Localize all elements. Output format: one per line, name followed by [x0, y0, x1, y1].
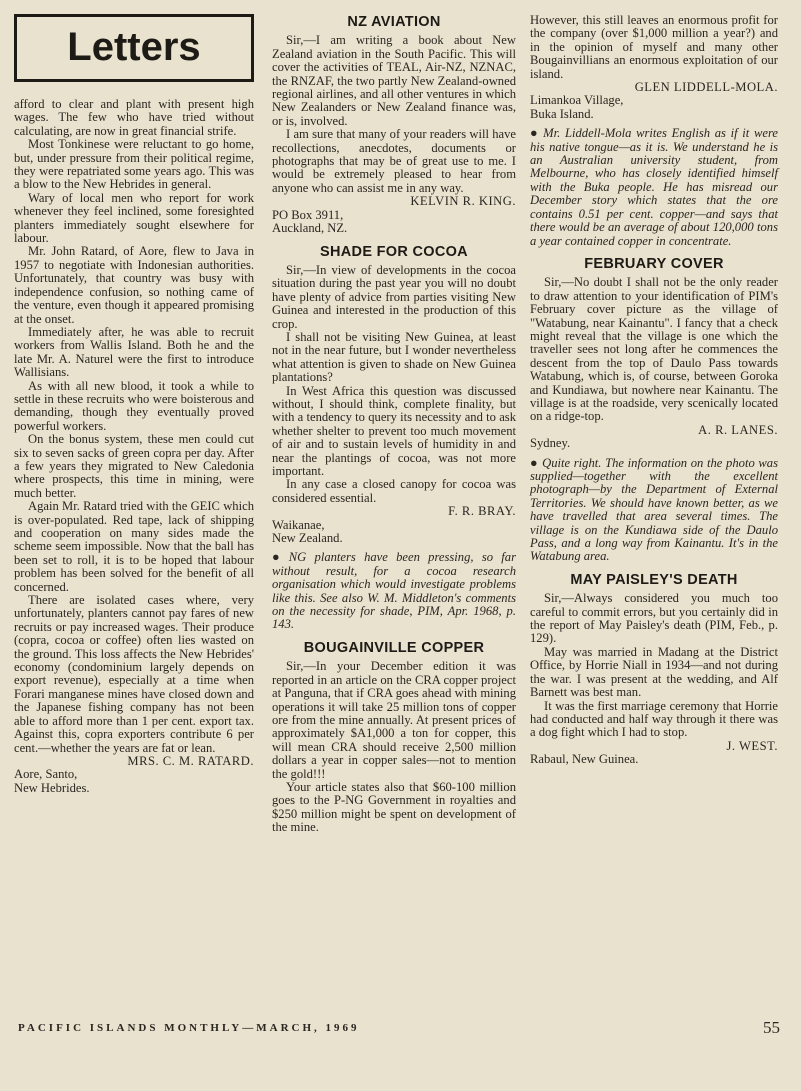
bullet-icon: ●: [530, 455, 539, 470]
column-left: [14, 14, 254, 795]
column-middle: [272, 14, 516, 835]
paragraph: Again Mr. Ratard tried with the GEIC which is over-populated. Red tape, lack of shipping and cooperation on many sides made the scheme seem impossible. Now that the ball has been set to roll, it is to be hoped that labour problem has been solved for the benefit of all concerned.: [14, 499, 254, 594]
letters-logo: Letters: [14, 14, 254, 82]
paragraph: Your article states also that $60-100 million goes to the P-NG Government in royalties and $250 million might be spent on development of the mine.: [272, 779, 516, 835]
paragraph: Sir,—No doubt I shall not be the only reader to draw attention to your identification of PIM's February cover picture as the village of "Watabung, near Kainantu". I fancy that a check might reveal that the village is one which the traveller sees not long after he commences the descent from the top of Daulo Pass towards Watabung, which is, of course, between Goroka and Kundiawa, but nowhere near Kainantu. The village is at the roadside, very scenically located on a ridge-top.: [530, 275, 778, 424]
letter-address-line: Rabaul, New Guinea.: [530, 752, 639, 767]
paragraph: Mr. John Ratard, of Aore, flew to Java in 1957 to negotiate with Indonesian authorities. Unfortunately, that country was busy with independence confusion, so nothing came of the venture, even though it appeared promising at the onset.: [14, 244, 254, 326]
section-heading-shade-for-cocoa: SHADE FOR COCOA: [320, 243, 468, 260]
paragraph: Immediately after, he was able to recruit workers from Wallis Island. Both he and the late Mr. A. Naturel were the first to introduce Wallisians.: [14, 324, 254, 380]
letter-signature: F. R. BRAY.: [448, 504, 516, 519]
paragraph: Most Tonkinese were reluctant to go home, but, under pressure from their political regime, they were repatriated some years ago. This was a blow to the New Hebrides in general.: [14, 137, 254, 192]
letter-address-line: Waikanae,: [272, 517, 325, 532]
letter-address-line: Limankoa Village,: [530, 93, 624, 108]
letter-address-line: Auckland, NZ.: [272, 221, 348, 236]
section-heading-february-cover: FEBRUARY COVER: [584, 255, 724, 272]
editor-note-text: Quite right. The information on the photo was supplied—together with the excellent photograph—by the Department of External Territories. We should have known better, as we have travelled that area several times. The village is on the Kundiawa side of the Daulo Pass, and a long way from Kainantu. It's in the Watabung area.: [530, 455, 778, 564]
paragraph: Sir,—In view of developments in the cocoa situation during the past year you will no doubt have plenty of advice from parties visiting New Guinea and interested in the production of this crop.: [272, 262, 516, 331]
letter-address-line: Buka Island.: [530, 106, 594, 121]
page-number: 55: [763, 1018, 780, 1037]
section-heading-nz-aviation: NZ AVIATION: [347, 14, 441, 30]
editor-note: [530, 457, 778, 564]
letter-address-line: New Zealand.: [272, 531, 343, 546]
bullet-icon: ●: [530, 126, 540, 141]
paragraph: May was married in Madang at the District Office, by Horrie Niall in 1934—and not during the war. I was present at the wedding, and Alf Barnett was best man.: [530, 644, 778, 700]
footer-masthead: PACIFIC ISLANDS MONTHLY—MARCH, 1969: [18, 1022, 360, 1034]
paragraph: Sir,—I am writing a book about New Zealand aviation in the South Pacific. This will cover the activities of TEAL, Air-NZ, NZNAC, the RNZAF, the two partly New Zealand-owned regional airlines, and all other ventures in which New Zealanders or New Zealand finance was, or is, involved.: [272, 33, 516, 128]
column-right: [530, 14, 778, 767]
paragraph: Sir,—In your December edition it was reported in an article on the CRA copper project at Panguna, that if CRA goes ahead with mining operations it will take 25 million tons of copper ore from the mine annually. At present prices of approximately $A1,000 a ton for copper, this will mean CRA should receive 2,500 million dollars a year in copper sales—not to mention the gold!!!: [272, 659, 516, 781]
paragraph: There are isolated cases where, very unfortunately, planters cannot pay fares of new recruits or pay increased wages. Their produce (copra, cocoa or coffee) often lies wasted on the ground. This loss affects the New Hebrides' economy (condominium largely depends on export revenue), especially at a time when Forari manganese mines have closed down and the Japanese fishing company has not been able to afford more than 1 per cent. export tax. Against this, copra exporters contribute 6 per cent.—whether the years are fat or lean.: [14, 593, 254, 755]
editor-note: [272, 551, 516, 631]
letter-signature: KELVIN R. KING.: [410, 194, 516, 209]
paragraph: I am sure that many of your readers will have recollections, anecdotes, documents or photographs that may be of great use to me. I would be extremely pleased to hear from anyone who can assist me in any way.: [272, 127, 516, 195]
bullet-icon: ●: [272, 550, 285, 565]
paragraph: It was the first marriage ceremony that Horrie had conducted and half way through it there was a dog fight which I had to stop.: [530, 698, 778, 740]
letter-address-line: Sydney.: [530, 436, 571, 451]
section-heading-bougainville-copper: BOUGAINVILLE COPPER: [303, 639, 485, 656]
letter-address-line: PO Box 3911,: [272, 207, 344, 222]
editor-note-text: Mr. Liddell-Mola writes English as if it were his native tongue—as it is. We understand he is an Australian university student, from Melbourne, who has closely identified himself with the Buka people. He has misread our December story which states that the ore contains 0.51 per cent. copper—and says that there would be an average of about 120,000 tons a year contained copper in concentrate.: [530, 126, 778, 248]
paragraph: Sir,—Always considered you much too careful to commit errors, but you certainly did in the report of May Paisley's death (PIM, Feb., p. 129).: [530, 591, 778, 646]
paragraph: In any case a closed canopy for cocoa was considered essential.: [272, 477, 516, 505]
paragraph: I shall not be visiting New Guinea, at least not in the near future, but I wonder nevertheless what attention is given to shade on New Guinea plantations?: [272, 329, 516, 385]
editor-note-text: NG planters have been pressing, so far without result, for a cocoa research organisation which would investigate problems like this. See also W. M. Middleton's comments on the necessity for shade, PIM, Apr. 1968, p. 143.: [272, 550, 516, 632]
paragraph: As with all new blood, it took a while to settle in these recruits who were boisterous and demanding, though they eventually proved powerful workers.: [14, 378, 254, 433]
paragraph: Wary of local men who report for work whenever they feel inclined, some foresighted planters immediately sought elsewhere for labour.: [14, 190, 254, 246]
letter-address-line: Aore, Santo,: [14, 767, 78, 782]
paragraph: In West Africa this question was discussed without, I should think, complete finality, but with a tendency to query its necessity and to ask whether shelter to prevent too much movement of air and to sustain levels of humidity in and near the plantings of cocoa, was not more important.: [272, 383, 516, 478]
paragraph: However, this still leaves an enormous profit for the company (over $1,000 million a year?) and in the opinion of myself and many other Bougainvillians an enormous exploitation of our island.: [530, 13, 778, 81]
page-footer: [18, 1018, 780, 1038]
letter-address-line: New Hebrides.: [14, 780, 90, 795]
letter-signature: J. WEST.: [726, 738, 778, 753]
letter-signature: A. R. LANES.: [698, 422, 778, 437]
section-heading-may-paisleys-death: MAY PAISLEY'S DEATH: [570, 571, 738, 588]
editor-note: [530, 127, 778, 248]
letter-signature: MRS. C. M. RATARD.: [127, 753, 254, 768]
letter-signature: GLEN LIDDELL-MOLA.: [634, 80, 778, 95]
paragraph: On the bonus system, these men could cut six to seven sacks of green copra per day. After a few years they migrated to New Caledonia where prospects, this time in mining, were much better.: [14, 432, 254, 500]
paragraph: afford to clear and plant with present high wages. The few who have tried without calculating, are now in great financial strife.: [14, 97, 254, 138]
